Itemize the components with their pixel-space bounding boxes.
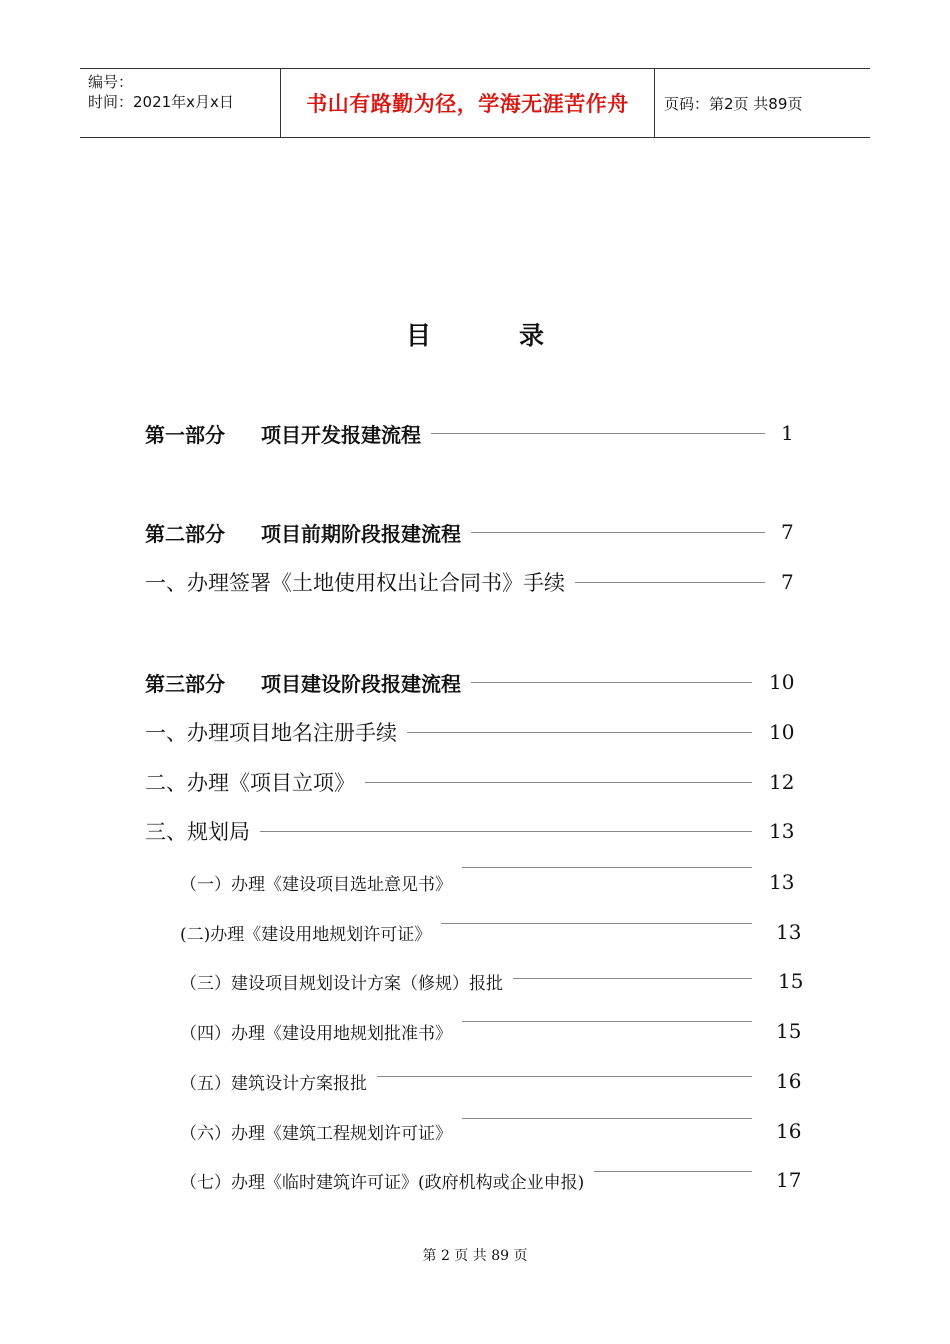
toc-entry-label: （六）办理《建筑工程规划许可证》: [180, 1123, 452, 1144]
toc-page-number: 13: [776, 920, 802, 944]
toc-entry-label: （一）办理《建设项目选址意见书》: [180, 874, 452, 895]
document-date: 时间：2021年x月x日: [88, 93, 234, 111]
toc-entry-label: （四）办理《建设用地规划批准书》: [180, 1023, 452, 1044]
dot-leader: [441, 923, 752, 924]
toc-page-number: 13: [769, 819, 795, 843]
toc-entry-label: 第三部分 项目建设阶段报建流程: [145, 671, 461, 696]
toc-title: [0, 316, 950, 352]
toc-entry-label: 一、办理项目地名注册手续: [145, 721, 397, 745]
toc-page-number: 16: [776, 1069, 802, 1093]
toc-entry-label: (二)办理《建设用地规划许可证》: [180, 924, 432, 945]
dot-leader: [365, 782, 752, 783]
document-number-label: 编号：: [88, 73, 134, 91]
toc-entry-sub-5[interactable]: [180, 1065, 802, 1097]
toc-page-number: 10: [769, 720, 795, 744]
toc-entry-label: （三）建设项目规划设计方案（修规）报批: [180, 973, 503, 994]
toc-entry-sub-7[interactable]: [180, 1164, 802, 1196]
dot-leader: [594, 1171, 752, 1172]
toc-entry-label: 三、规划局: [145, 820, 250, 844]
toc-entry-part-1[interactable]: [145, 417, 794, 449]
page-header: [80, 68, 870, 138]
toc-entry-sub-2[interactable]: [180, 916, 802, 948]
toc-entry-label: （七）办理《临时建筑许可证》(政府机构或企业申报): [180, 1172, 585, 1193]
toc-page-number: 1: [781, 421, 794, 445]
toc-entry-part-2[interactable]: [145, 516, 794, 548]
dot-leader: [260, 831, 752, 832]
toc-entry-planning-bureau[interactable]: [145, 815, 795, 847]
toc-entry-label: 第一部分 项目开发报建流程: [145, 422, 421, 447]
toc-entry-land-contract[interactable]: [145, 566, 794, 598]
header-page-info: 页码：第2页 共89页: [664, 94, 803, 113]
toc-page-number: 13: [769, 870, 795, 894]
toc-page-number: 15: [776, 1019, 802, 1043]
toc-entry-label: （五）建筑设计方案报批: [180, 1073, 367, 1094]
dot-leader: [462, 867, 752, 868]
toc-title-char-1: 目: [405, 321, 431, 350]
dot-leader: [471, 682, 752, 683]
toc-page-number: 7: [781, 570, 794, 594]
header-meta: [80, 69, 281, 137]
page-footer: 第 2 页 共 89 页: [422, 1248, 528, 1264]
toc-entry-place-name[interactable]: [145, 716, 795, 748]
toc-entry-sub-1[interactable]: [180, 866, 795, 898]
dot-leader: [471, 532, 765, 533]
toc-entry-label: 第二部分 项目前期阶段报建流程: [145, 521, 461, 546]
dot-leader: [377, 1076, 752, 1077]
toc-entry-sub-3[interactable]: [180, 965, 804, 997]
dot-leader: [462, 1021, 752, 1022]
toc-entry-label: 一、办理签署《土地使用权出让合同书》手续: [145, 571, 565, 595]
toc-title-char-2: 录: [519, 321, 545, 350]
dot-leader: [462, 1118, 752, 1119]
toc-entry-project-approval[interactable]: [145, 766, 795, 798]
toc-page-number: 10: [769, 670, 795, 694]
header-motto: 书山有路勤为径，学海无涯苦作舟: [281, 69, 655, 137]
toc-page-number: 7: [781, 520, 794, 544]
dot-leader: [407, 732, 752, 733]
toc-entry-part-3[interactable]: [145, 666, 795, 698]
toc-entry-label: 二、办理《项目立项》: [145, 771, 355, 795]
toc-page-number: 17: [776, 1168, 802, 1192]
toc-entry-sub-6[interactable]: [180, 1115, 802, 1147]
dot-leader: [575, 582, 765, 583]
toc-page-number: 16: [776, 1119, 802, 1143]
dot-leader: [431, 433, 765, 434]
dot-leader: [513, 978, 752, 979]
toc-page-number: 12: [769, 770, 795, 794]
toc-entry-sub-4[interactable]: [180, 1015, 802, 1047]
toc-page-number: 15: [778, 969, 804, 993]
